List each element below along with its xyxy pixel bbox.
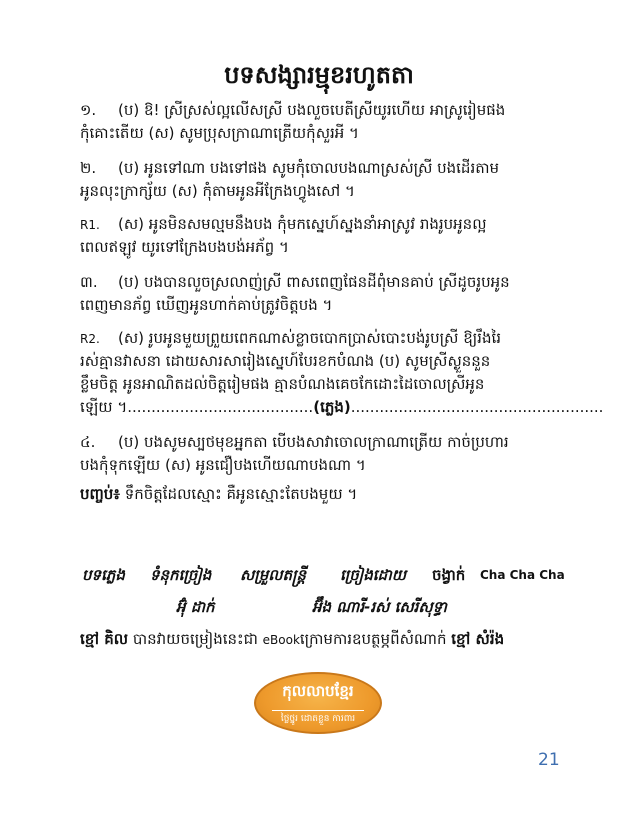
conclusion-line bbox=[80, 484, 560, 504]
refrain-2-line-2: រស់គ្មានវាសនា ដោយសារសារៀងស្នេហ៍បែរខកបំណង (ប) សូមស្រីស្ងួននួន bbox=[80, 352, 491, 370]
credit-music: បទភ្លេង bbox=[82, 566, 125, 584]
logo-main-text: កុលលាបខ្មែរ bbox=[282, 682, 354, 700]
verse-3-line-2: ពេញមានភ័ព្វ ឃើញអូនហាក់គាប់ត្រូវចិត្តបង ។ bbox=[80, 296, 333, 314]
credit-name-1: អ៊ុំ ដាក់ bbox=[176, 598, 215, 616]
verse-number: ២. bbox=[80, 159, 97, 177]
logo-badge bbox=[254, 672, 382, 734]
credit-rhythm-label: ចង្វាក់ bbox=[432, 566, 466, 584]
conclusion-text: ទឹកចិត្តដែលស្មោះ គឺអូនស្មោះតែបងមួយ ។ bbox=[124, 485, 358, 503]
verse-text: (ស) រូបអូនមួយព្រួយពេកណាស់ខ្លាចបោកប្រាស់បោះបង់រូបស្រី ឱ្យរឹងរៃ bbox=[118, 329, 501, 347]
refrain-2-line-4 bbox=[80, 397, 604, 417]
footer-text-2: ក្រោមការឧបត្ថម្ភពីសំណាក់ bbox=[299, 630, 447, 648]
credit-rhythm: Cha Cha Cha bbox=[480, 568, 565, 582]
conclusion-label: បញ្ចប់៖ bbox=[80, 485, 120, 503]
verse-2-line-1 bbox=[80, 158, 560, 178]
footer-sponsor: ខ្មៅ សំរ៉ង bbox=[451, 630, 505, 648]
verse-text: ឡើយ ។ bbox=[80, 398, 128, 416]
footer-ebook: eBook bbox=[262, 633, 300, 647]
verse-text: (ប) ឱ! ស្រីស្រស់ល្អលើសស្រី បងលួចបេតីស្រីយូរហើយ អាស្រូរៀមផង bbox=[118, 101, 506, 119]
verse-number: R1. bbox=[80, 218, 100, 232]
music-interlude: (ភ្លេង) bbox=[313, 398, 351, 416]
credit-arranger: សម្រួលតន្ត្រី bbox=[240, 566, 307, 584]
verse-text: (ប) បងបានលួចស្រលាញ់ស្រី ពាសពេញផែនដីពុំមានគាប់ ស្រីដូចរូបអូន bbox=[118, 273, 510, 291]
refrain-2-line-1 bbox=[80, 328, 560, 349]
footer-line bbox=[80, 630, 560, 652]
verse-text: (ប) បងសូមស្បថមុខអ្នកតា បើបងសាវាចោលក្រាណាត្រើយ កាច់ប្រហារ bbox=[118, 433, 509, 451]
verse-1-line-2: កុំគោះតើយ (ស) សូមប្រុសក្រាណាត្រើយកុំសួរអី ។ bbox=[80, 124, 359, 142]
dotted-leader: ..................................................... bbox=[350, 398, 604, 416]
verse-1-line-1 bbox=[80, 100, 560, 120]
verse-number: ៤. bbox=[80, 433, 96, 451]
footer-author: ខ្មៅ គិល bbox=[80, 630, 129, 648]
credit-name-2: អ៊ឹង ណារី-រស់ សេរីសុទ្ធា bbox=[312, 598, 447, 616]
verse-number: ៣. bbox=[80, 273, 98, 291]
verse-text: (ស) អូនមិនសមល្មមនឹងបង កុំមកស្នេហ៍ស្នងនាំអាស្រូវ រាងរូបអូនល្អ bbox=[118, 215, 487, 233]
credit-lyricist: ទំនុកច្រៀង bbox=[150, 566, 212, 584]
verse-2-line-2: អូនលុះក្រាក្ស័យ (ស) កុំតាមអូនអីក្រែងហ្វូងសៅ ។ bbox=[80, 182, 355, 200]
footer-text: បានវាយចម្រៀងនេះជា bbox=[132, 630, 258, 648]
dotted-leader: ....................................... bbox=[127, 398, 314, 416]
credit-singer: ច្រៀងដោយ bbox=[340, 566, 407, 584]
verse-text: (ប) អូនទៅណា បងទៅផង សូមកុំចោលបងណាស្រស់ស្រី បងដើរតាម bbox=[118, 159, 500, 177]
page-number: 21 bbox=[538, 750, 560, 770]
logo-sub-text: ថ្លៃថ្នូរ ដោតខ្លួន ការពារ bbox=[272, 710, 364, 726]
verse-4-line-1 bbox=[80, 432, 560, 452]
verse-number: ១. bbox=[80, 101, 97, 119]
song-title: បទសង្សារម្មុខរហូតតា bbox=[224, 60, 414, 89]
verse-3-line-1 bbox=[80, 272, 560, 292]
refrain-1-line-2: ពេលឥឡូវ យូរទៅក្រែងបងបង់អភ័ព្វ ។ bbox=[80, 238, 289, 256]
verse-4-line-2: បងកុំទុកឡើយ (ស) អូនជឿបងហើយណាបងណា ។ bbox=[80, 456, 366, 474]
verse-number: R2. bbox=[80, 332, 100, 346]
refrain-1-line-1 bbox=[80, 214, 560, 235]
refrain-2-line-3: ខ្លឹមចិត្ត អូនអាណិតដល់ចិត្តរៀមផង គ្មានបំណងគេចកែដោះដៃចោលស្រីអូន bbox=[80, 375, 485, 393]
